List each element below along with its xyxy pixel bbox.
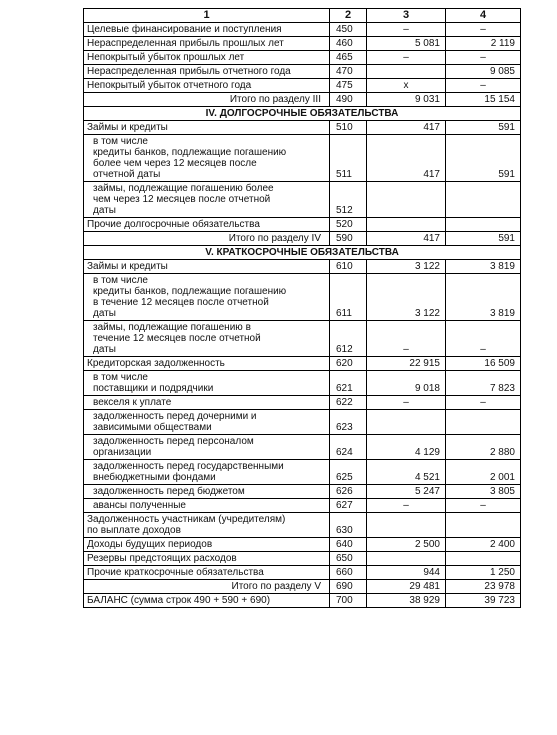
line-code: 700 [330, 594, 367, 608]
table-row [84, 51, 521, 65]
value-start-of-period: – [367, 51, 446, 65]
value-start-of-period [367, 182, 446, 218]
row-label: Нераспределенная прибыль прошлых лет [84, 37, 330, 51]
row-label: Займы и кредиты [84, 260, 330, 274]
row-label: авансы полученные [84, 499, 330, 513]
row-label: займы, подлежащие погашению более чем через 12 месяцев после отчетной даты [84, 182, 330, 218]
value-end-of-period: – [446, 396, 521, 410]
line-code: 611 [330, 274, 367, 321]
value-end-of-period [446, 218, 521, 232]
row-label: задолженность перед государственными внебюджетными фондами [84, 460, 330, 485]
value-start-of-period [367, 410, 446, 435]
value-start-of-period: 5 247 [367, 485, 446, 499]
balance-sheet-table [83, 8, 521, 608]
table-row [84, 552, 521, 566]
table-row [84, 499, 521, 513]
row-label: Целевые финансирование и поступления [84, 23, 330, 37]
table-row [84, 65, 521, 79]
table-row [84, 371, 521, 396]
value-start-of-period: 944 [367, 566, 446, 580]
section-header-row [84, 107, 521, 121]
table-row [84, 182, 521, 218]
line-code: 465 [330, 51, 367, 65]
table-header-row [84, 9, 521, 23]
table-row [84, 93, 521, 107]
table-row [84, 538, 521, 552]
value-start-of-period: 4 521 [367, 460, 446, 485]
row-label: Доходы будущих периодов [84, 538, 330, 552]
table-row [84, 485, 521, 499]
section-total-label: Итого по разделу III [84, 93, 330, 107]
section-title: IV. ДОЛГОСРОЧНЫЕ ОБЯЗАТЕЛЬСТВА [84, 107, 521, 121]
value-end-of-period: – [446, 51, 521, 65]
value-start-of-period: 417 [367, 121, 446, 135]
value-end-of-period: – [446, 23, 521, 37]
table-row [84, 410, 521, 435]
value-end-of-period [446, 410, 521, 435]
value-start-of-period: 417 [367, 135, 446, 182]
value-end-of-period: 2 119 [446, 37, 521, 51]
line-code: 612 [330, 321, 367, 357]
value-end-of-period: – [446, 79, 521, 93]
line-code: 450 [330, 23, 367, 37]
line-code: 520 [330, 218, 367, 232]
value-start-of-period: 29 481 [367, 580, 446, 594]
row-label: в том числе кредиты банков, подлежащие погашению в течение 12 месяцев после отчетной даты [84, 274, 330, 321]
row-label: Задолженность участникам (учредителям) по выплате доходов [84, 513, 330, 538]
value-start-of-period: 4 129 [367, 435, 446, 460]
table-row [84, 460, 521, 485]
value-end-of-period: 2 880 [446, 435, 521, 460]
value-start-of-period: 22 915 [367, 357, 446, 371]
table-row [84, 321, 521, 357]
line-code: 626 [330, 485, 367, 499]
row-label: Кредиторская задолженность [84, 357, 330, 371]
value-end-of-period [446, 513, 521, 538]
row-label: задолженность перед персоналом организации [84, 435, 330, 460]
value-start-of-period: 3 122 [367, 260, 446, 274]
value-start-of-period: – [367, 23, 446, 37]
table-row [84, 121, 521, 135]
row-label: Прочие краткосрочные обязательства [84, 566, 330, 580]
value-end-of-period: 16 509 [446, 357, 521, 371]
value-end-of-period: 7 823 [446, 371, 521, 396]
value-start-of-period: – [367, 396, 446, 410]
value-start-of-period: 2 500 [367, 538, 446, 552]
row-label: в том числе кредиты банков, подлежащие погашению более чем через 12 месяцев после отчетной даты [84, 135, 330, 182]
value-end-of-period: 3 819 [446, 260, 521, 274]
row-label: БАЛАНС (сумма строк 490 + 590 + 690) [84, 594, 330, 608]
value-start-of-period: 9 018 [367, 371, 446, 396]
table-row [84, 357, 521, 371]
table-row [84, 79, 521, 93]
value-start-of-period [367, 65, 446, 79]
section-title: V. КРАТКОСРОЧНЫЕ ОБЯЗАТЕЛЬСТВА [84, 246, 521, 260]
row-label: займы, подлежащие погашению в течение 12 месяцев после отчетной даты [84, 321, 330, 357]
line-code: 610 [330, 260, 367, 274]
value-end-of-period: 2 001 [446, 460, 521, 485]
value-start-of-period: 417 [367, 232, 446, 246]
table-row [84, 566, 521, 580]
line-code: 630 [330, 513, 367, 538]
row-label: Резервы предстоящих расходов [84, 552, 330, 566]
table-row [84, 594, 521, 608]
section-total-label: Итого по разделу V [84, 580, 330, 594]
value-end-of-period [446, 182, 521, 218]
line-code: 660 [330, 566, 367, 580]
row-label: Нераспределенная прибыль отчетного года [84, 65, 330, 79]
value-start-of-period: 5 081 [367, 37, 446, 51]
table-body [84, 9, 521, 608]
line-code: 623 [330, 410, 367, 435]
value-end-of-period: 591 [446, 232, 521, 246]
table-row [84, 580, 521, 594]
value-end-of-period: 23 978 [446, 580, 521, 594]
line-code: 650 [330, 552, 367, 566]
section-total-label: Итого по разделу IV [84, 232, 330, 246]
line-code: 625 [330, 460, 367, 485]
column-header-1: 1 [84, 9, 330, 23]
row-label: векселя к уплате [84, 396, 330, 410]
value-end-of-period: 3 805 [446, 485, 521, 499]
value-end-of-period: 39 723 [446, 594, 521, 608]
row-label: в том числе поставщики и подрядчики [84, 371, 330, 396]
line-code: 624 [330, 435, 367, 460]
table-row [84, 513, 521, 538]
line-code: 490 [330, 93, 367, 107]
line-code: 640 [330, 538, 367, 552]
row-label: Прочие долгосрочные обязательства [84, 218, 330, 232]
line-code: 510 [330, 121, 367, 135]
table-row [84, 435, 521, 460]
value-start-of-period: 9 031 [367, 93, 446, 107]
table-row [84, 218, 521, 232]
line-code: 512 [330, 182, 367, 218]
table-row [84, 135, 521, 182]
table-row [84, 274, 521, 321]
row-label: Непокрытый убыток отчетного года [84, 79, 330, 93]
value-end-of-period: – [446, 499, 521, 513]
value-end-of-period: 9 085 [446, 65, 521, 79]
table-row [84, 23, 521, 37]
value-end-of-period: 591 [446, 135, 521, 182]
line-code: 475 [330, 79, 367, 93]
value-start-of-period [367, 218, 446, 232]
line-code: 622 [330, 396, 367, 410]
value-start-of-period [367, 513, 446, 538]
line-code: 620 [330, 357, 367, 371]
line-code: 621 [330, 371, 367, 396]
value-end-of-period: 1 250 [446, 566, 521, 580]
value-end-of-period: 15 154 [446, 93, 521, 107]
row-label: Непокрытый убыток прошлых лет [84, 51, 330, 65]
column-header-2: 2 [330, 9, 367, 23]
value-start-of-period: 3 122 [367, 274, 446, 321]
row-label: задолженность перед бюджетом [84, 485, 330, 499]
value-start-of-period: 38 929 [367, 594, 446, 608]
line-code: 470 [330, 65, 367, 79]
line-code: 511 [330, 135, 367, 182]
column-header-4: 4 [446, 9, 521, 23]
value-start-of-period: – [367, 321, 446, 357]
section-header-row [84, 246, 521, 260]
line-code: 627 [330, 499, 367, 513]
column-header-3: 3 [367, 9, 446, 23]
table-row [84, 37, 521, 51]
value-start-of-period: – [367, 499, 446, 513]
value-end-of-period: 3 819 [446, 274, 521, 321]
line-code: 460 [330, 37, 367, 51]
line-code: 690 [330, 580, 367, 594]
value-end-of-period: 591 [446, 121, 521, 135]
value-end-of-period: – [446, 321, 521, 357]
row-label: задолженность перед дочерними и зависимыми обществами [84, 410, 330, 435]
value-end-of-period: 2 400 [446, 538, 521, 552]
table-row [84, 232, 521, 246]
row-label: Займы и кредиты [84, 121, 330, 135]
value-start-of-period: x [367, 79, 446, 93]
value-start-of-period [367, 552, 446, 566]
table-row [84, 396, 521, 410]
table-row [84, 260, 521, 274]
value-end-of-period [446, 552, 521, 566]
line-code: 590 [330, 232, 367, 246]
